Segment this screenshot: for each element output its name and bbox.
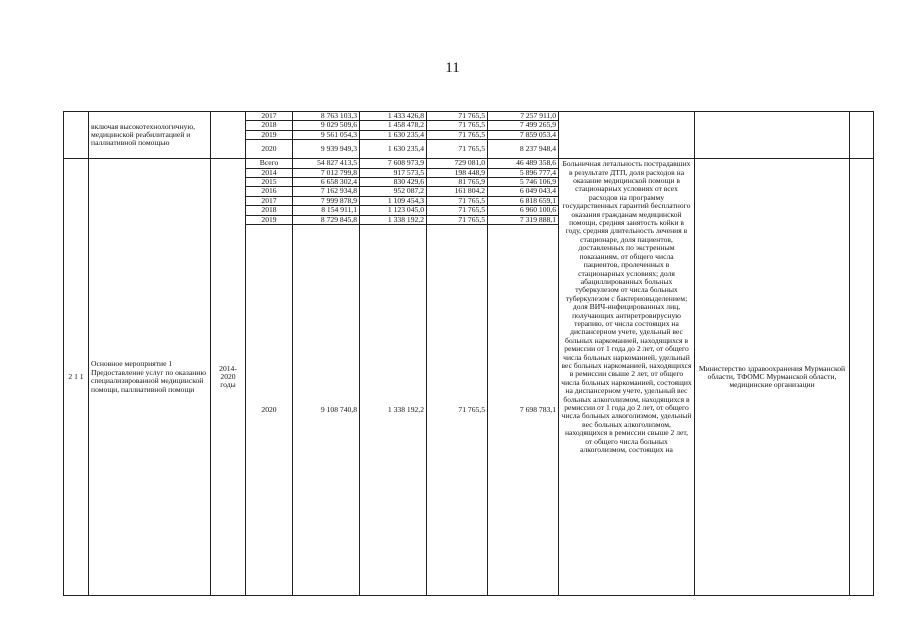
federal-cell: 7 608 973,9: [360, 159, 427, 168]
total-cell: 7 012 799,8: [293, 168, 360, 177]
other-cell: 5 746 106,9: [488, 178, 559, 187]
total-cell: 8 154 911,1: [293, 206, 360, 215]
federal-cell: 1 338 192,2: [360, 215, 427, 224]
indicators-cell: Больничная летальность пострадавших в результате ДТП, доля расходов на оказание медицинской помощи в стационарных условиях от всех расходов на программу государственных гарантий бесплатного оказания гражданам медицинской помощи, средняя занятость койки в году, средняя длительность лечения в стационаре, доля пациентов, доставленных по экстренным показаниям, от общего числа пациентов, пролеченных в стационарных условиях; доля абациллированных больных туберкулезом от числа больных туберкулезом с бактериовыделением; доля ВИЧ-инфицированных лиц, получающих антиретровирусную терапию, от числа состоящих на диспансерном учете, удельный вес больных наркоманией, находящихся в ремиссии от 1 года до 2 лет, от общего числа больных наркоманией, удельный вес больных наркоманией, находящихся в ремиссии свыше 2 лет, от общего числа больных наркоманией, состоящих на диспансерном учете, удельный вес больных алкоголизмом, находящихся в ремиссии от 1 года до 2 лет, от общего числа больных алкоголизмом, удельный вес больных алкоголизмом, находящихся в ремиссии свыше 2 лет, от общего числа больных алкоголизмом, состоящих на: [559, 159, 695, 596]
total-cell: 9 108 740,8: [293, 225, 360, 596]
federal-cell: 1 433 426,8: [360, 112, 427, 121]
federal-cell: 952 087,2: [360, 187, 427, 196]
total-cell: 8 729 845,8: [293, 215, 360, 224]
federal-cell: 1 109 454,3: [360, 196, 427, 205]
year-cell: 2020: [246, 140, 293, 159]
local-cell: 729 081,0: [427, 159, 488, 168]
federal-cell: 1 458 478,2: [360, 121, 427, 130]
local-cell: 71 765,5: [427, 140, 488, 159]
code-cell: [64, 112, 89, 159]
federal-cell: 1 630 235,4: [360, 140, 427, 159]
year-cell: 2018: [246, 121, 293, 130]
total-cell: 8 763 103,3: [293, 112, 360, 121]
extra-cell: [850, 159, 874, 596]
total-cell: 6 658 302,4: [293, 178, 360, 187]
budget-table: [63, 111, 874, 596]
local-cell: 71 765,5: [427, 112, 488, 121]
federal-cell: 830 429,6: [360, 178, 427, 187]
description-cell: включая высокотехнологичную, медицинской реабилитацией и паллиативной помощью: [89, 112, 211, 159]
total-cell: 9 939 949,3: [293, 140, 360, 159]
total-cell: 54 827 413,5: [293, 159, 360, 168]
table-row: [64, 159, 874, 168]
other-cell: 5 896 777,4: [488, 168, 559, 177]
executors-cell: [695, 112, 850, 159]
other-cell: 6 960 100,6: [488, 206, 559, 215]
federal-cell: 1 123 045,0: [360, 206, 427, 215]
total-cell: 7 999 878,9: [293, 196, 360, 205]
table-row: [64, 112, 874, 121]
federal-cell: 1 630 235,4: [360, 130, 427, 139]
other-cell: 6 818 659,1: [488, 196, 559, 205]
other-cell: 7 319 888,1: [488, 215, 559, 224]
local-cell: 198 448,9: [427, 168, 488, 177]
period-cell: 2014-2020 годы: [211, 159, 246, 596]
other-cell: 7 859 053,4: [488, 130, 559, 139]
year-cell: 2017: [246, 112, 293, 121]
year-cell: 2015: [246, 178, 293, 187]
local-cell: 81 765,9: [427, 178, 488, 187]
federal-cell: 1 338 192,2: [360, 225, 427, 596]
year-cell: 2016: [246, 187, 293, 196]
local-cell: 71 765,5: [427, 130, 488, 139]
other-cell: 7 257 911,0: [488, 112, 559, 121]
other-cell: 8 237 948,4: [488, 140, 559, 159]
year-cell: 2019: [246, 130, 293, 139]
description-cell: Основное мероприятие 1 Предоставление услуг по оказанию специализированной медицинской помощи, паллиативной помощи: [89, 159, 211, 596]
local-cell: 71 765,5: [427, 225, 488, 596]
total-cell: 9 561 054,3: [293, 130, 360, 139]
year-cell: Всего: [246, 159, 293, 168]
other-cell: 6 049 043,4: [488, 187, 559, 196]
extra-cell: [850, 112, 874, 159]
other-cell: 7 698 783,1: [488, 225, 559, 596]
local-cell: 71 765,5: [427, 121, 488, 130]
local-cell: 71 765,5: [427, 206, 488, 215]
indicators-cell: [559, 112, 695, 159]
year-cell: 2017: [246, 196, 293, 205]
total-cell: 9 029 509,6: [293, 121, 360, 130]
executors-cell: Министерство здравоохранения Мурманской области, ТФОМС Мурманской области, медицинские организации: [695, 159, 850, 596]
local-cell: 161 804,2: [427, 187, 488, 196]
period-cell: [211, 112, 246, 159]
year-cell: 2020: [246, 225, 293, 596]
page-number: 11: [445, 60, 460, 76]
other-cell: 46 489 358,6: [488, 159, 559, 168]
other-cell: 7 499 265,9: [488, 121, 559, 130]
federal-cell: 917 573,5: [360, 168, 427, 177]
year-cell: 2018: [246, 206, 293, 215]
local-cell: 71 765,5: [427, 215, 488, 224]
year-cell: 2019: [246, 215, 293, 224]
local-cell: 71 765,5: [427, 196, 488, 205]
year-cell: 2014: [246, 168, 293, 177]
code-cell: 2 1 1: [64, 159, 89, 596]
total-cell: 7 162 934,8: [293, 187, 360, 196]
